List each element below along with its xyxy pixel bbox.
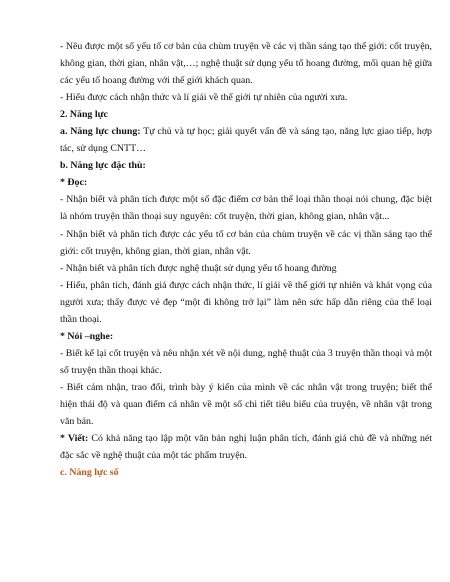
heading-specific-competence: b. Năng lực đặc thù: bbox=[60, 160, 146, 172]
heading-speaking-listening: * Nói –nghe: bbox=[60, 330, 114, 342]
text-writing: Có khả năng tạo lập một văn bản nghị luận phân tích, đánh giá chủ đề và những nét đặc sắc về nghệ thuật của một tác phẩm truyện. bbox=[60, 433, 433, 462]
label-general-competence: a. Năng lực chung: bbox=[60, 126, 141, 138]
heading-digital-competence: c. Năng lực số bbox=[60, 467, 119, 479]
paragraph-objective-worldview: - Hiểu được cách nhận thức và lí giải về thế giới tự nhiên của người xưa. bbox=[60, 92, 348, 104]
paragraph-reading-fantasy: - Nhận biết và phân tích được nghệ thuật sử dụng yếu tố hoang đường bbox=[60, 262, 337, 274]
heading-reading: * Đọc: bbox=[60, 177, 88, 189]
paragraph-general-competence bbox=[60, 123, 432, 157]
paragraph-writing bbox=[60, 430, 432, 464]
label-writing: * Viết: bbox=[60, 433, 89, 445]
text-general-competence: Tự chủ và tự học; giải quyết vấn đề và sáng tạo, năng lực giao tiếp, hợp tác, sử dụng CNTT… bbox=[60, 126, 432, 155]
heading-competence: 2. Năng lực bbox=[60, 109, 108, 121]
paragraph-reading-elements: - Nhận biết và phân tích được các yếu tố cơ bản của chùm truyện về các vị thần sáng tạo thế giới: cốt truyện, không gian, thời gian, nhân vật. bbox=[60, 228, 432, 257]
document-page bbox=[60, 38, 432, 481]
paragraph-speaking-opinion: - Biết cảm nhận, trao đổi, trình bày ý kiến của mình về các nhân vật trong truyện; biết thể hiện thái độ và quan điểm cá nhân về một số chi tiết tiêu biểu của truyện, về nhân vật trong văn bản. bbox=[60, 381, 432, 428]
paragraph-speaking-retell: - Biết kể lại cốt truyện và nêu nhận xét về nội dung, nghệ thuật của 3 truyện thần thoại và một số truyện thần thoại khác. bbox=[60, 347, 432, 376]
paragraph-objective-elements: - Nêu được một số yếu tố cơ bản của chùm truyện về các vị thần sáng tạo thế giới: cốt truyện, không gian, thời gian, nhân vật,…; nghệ thuật sử dụng yếu tố hoang đường, mối quan hệ giữa các yếu tố hoang đường với thế giới khách quan. bbox=[60, 41, 432, 87]
paragraph-reading-evaluation: - Hiểu, phân tích, đánh giá được cách nhận thức, lí giải về thế giới tự nhiên và khát vọng của người xưa; thấy được vẻ đẹp “một đi không trở lại” làm nên sức hấp dẫn riêng của thể loại thần thoại. bbox=[60, 279, 432, 325]
paragraph-reading-genre: - Nhận biết và phân tích được một số đặc điểm cơ bản thể loại thần thoại nói chung, đặc biệt là nhóm truyện thần thoại suy nguyên: cốt truyện, thời gian, không gian, nhân vật... bbox=[60, 194, 432, 223]
